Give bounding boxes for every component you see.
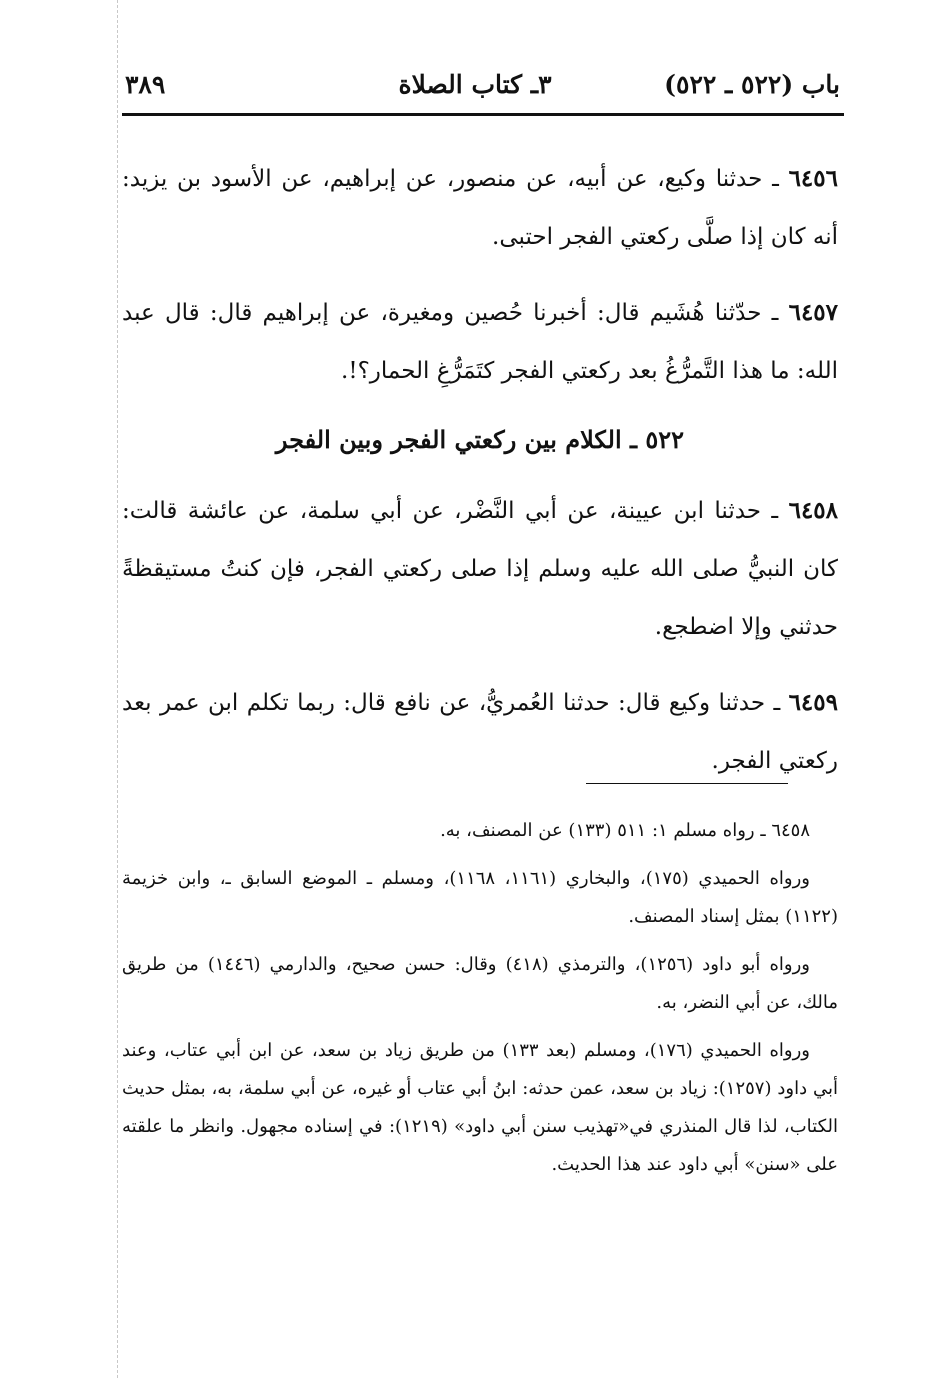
- footnote-separator: [586, 783, 788, 784]
- section-title: ٥٢٢ ـ الكلام بين ركعتي الفجر وبين الفجر: [275, 425, 685, 454]
- footnotes: [122, 812, 838, 1194]
- hadith-6459: [122, 674, 838, 790]
- page-number: ٣٨٩: [125, 70, 166, 99]
- chapter-range: باب (٥٢٢ ـ ٥٢٢): [664, 70, 840, 99]
- footnote: ورواه الحميدي (١٧٥)، والبخاري (١١٦١، ١١٦٨)، ومسلم ـ الموضع السابق ـ، وابن خزيمة (١١٢٢) بمثل إسناد المصنف.: [122, 868, 838, 927]
- hadith-text: ـ حدثنا وكيع، عن أبيه، عن منصور، عن إبراهيم، عن الأسود بن يزيد: أنه كان إذا صلَّى ركعتي الفجر احتبى.: [122, 166, 838, 250]
- header-rule: [122, 113, 844, 116]
- main-text: [122, 150, 838, 808]
- footnote: ٦٤٥٨ ـ رواه مسلم ١: ٥١١ (١٣٣) عن المصنف، به.: [440, 820, 810, 841]
- hadith-number: ٦٤٥٧: [788, 299, 839, 326]
- book-title: ٣ـ كتاب الصلاة: [398, 70, 552, 99]
- hadith-number: ٦٤٥٩: [788, 689, 838, 716]
- hadith-number: ٦٤٥٨: [788, 497, 839, 524]
- footnote: ورواه الحميدي (١٧٦)، ومسلم (بعد ١٣٣) من طريق زياد بن سعد، عن ابن أبي عتاب، وعند أبي داود (١٢٥٧): زياد بن سعد، عمن حدثه: ابنُ أبي عتاب أو غيره، عن أبي سلمة، به، بمثل حديث الكتاب، لذا قال المنذري في«تهذيب سنن أبي داود» (١٢١٩): في إسناده مجهول. وانظر ما علقته على «سنن» أبي داود عند هذا الحديث.: [122, 1040, 838, 1175]
- footnote: ورواه أبو داود (١٢٥٦)، والترمذي (٤١٨) وقال: حسن صحيح، والدارمي (١٤٤٦) من طريق مالك، عن أبي النضر، به.: [122, 954, 838, 1013]
- hadith-6457: [122, 284, 838, 400]
- hadith-text: ـ حدثنا وكيع قال: حدثنا العُمريُّ، عن نافع قال: ربما تكلم ابن عمر بعد ركعتي الفجر.: [122, 690, 838, 774]
- running-header: [125, 70, 840, 110]
- hadith-number: ٦٤٥٦: [788, 165, 838, 192]
- hadith-6458: [122, 482, 838, 656]
- hadith-text: ـ حدثنا ابن عيينة، عن أبي النَّضْر، عن أبي سلمة، عن عائشة قالت: كان النبيُّ صلى الله عليه وسلم إذا صلى ركعتي الفجر، فإن كنتُ مستيقظةً حدثني وإلا اضطجع.: [122, 498, 838, 640]
- hadith-6456: [122, 150, 838, 266]
- hadith-text: ـ حدّثنا هُشَيم قال: أخبرنا حُصين ومغيرة، عن إبراهيم قال: قال عبد الله: ما هذا التَّمرُّغُ بعد ركعتي الفجر كتَمَرُّغِ الحمار؟!.: [122, 300, 838, 384]
